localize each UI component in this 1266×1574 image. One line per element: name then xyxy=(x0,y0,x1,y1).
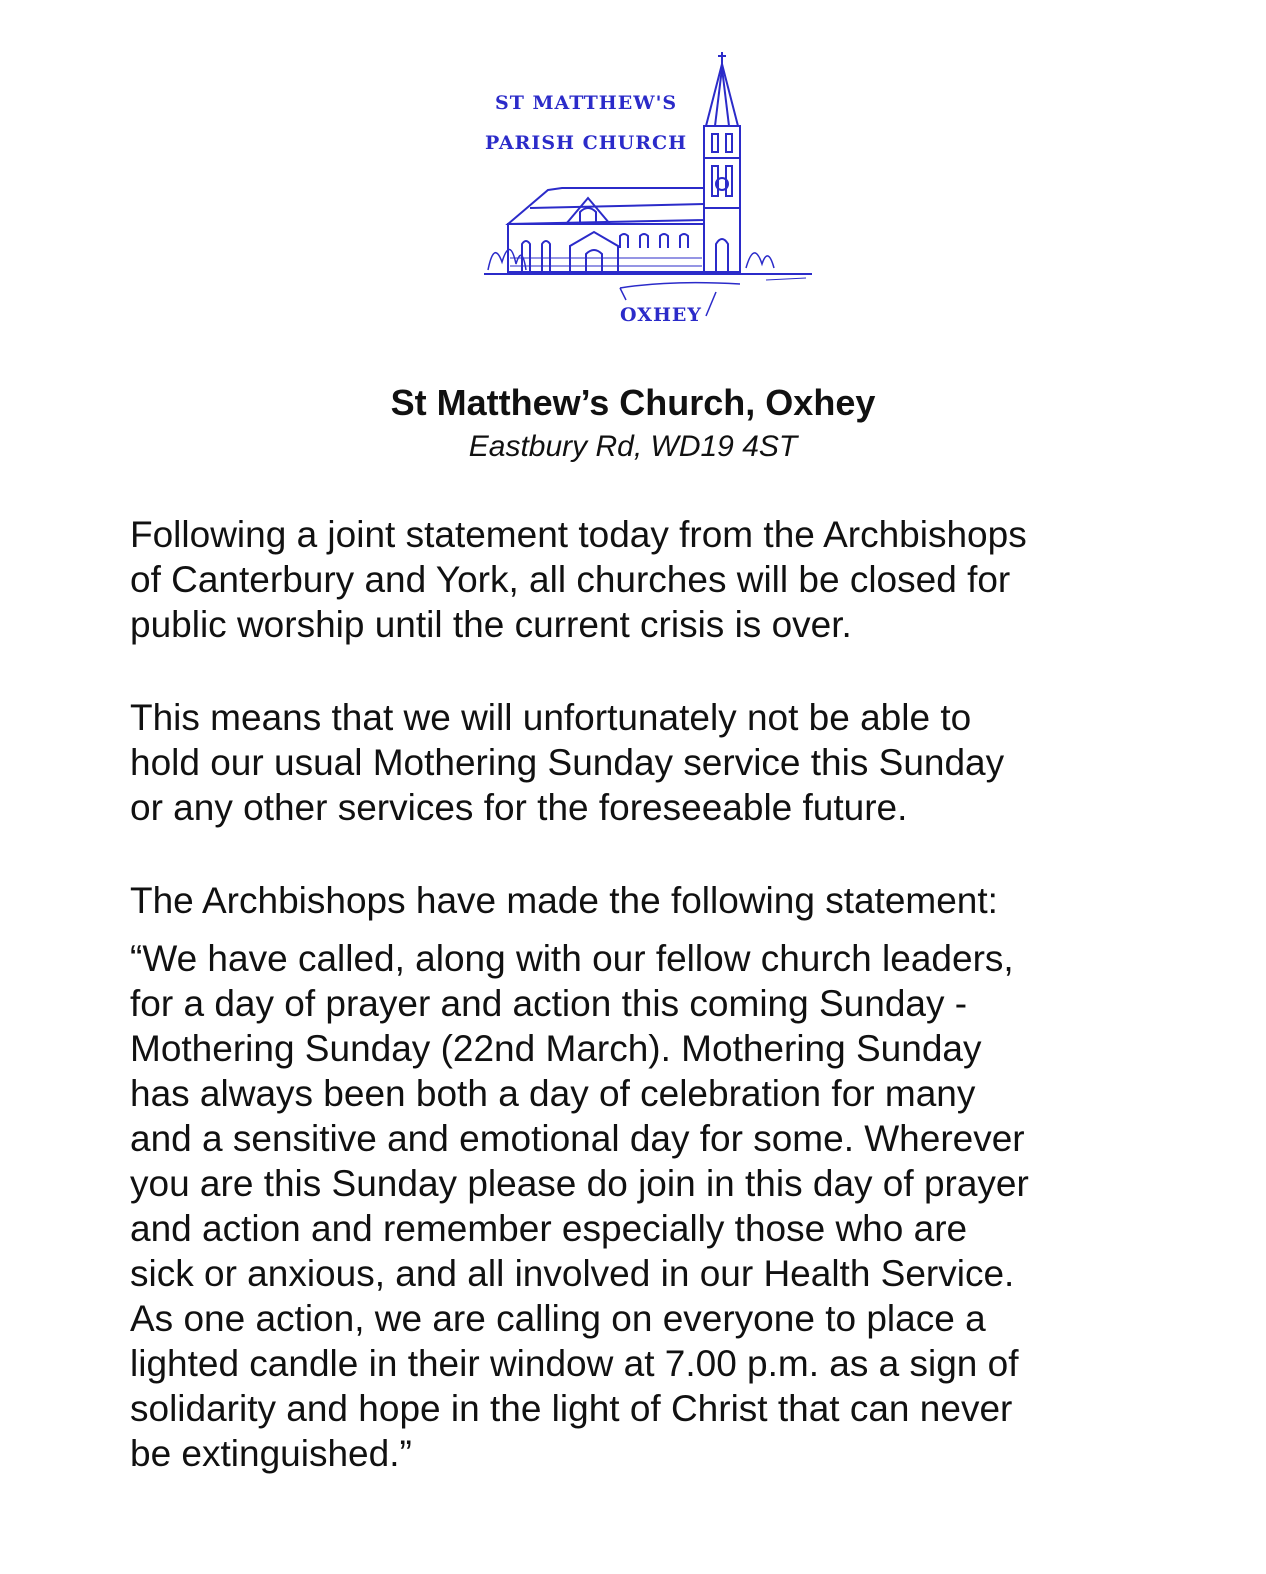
text-line: has always been both a day of celebration for many xyxy=(130,1073,976,1114)
page-title: St Matthew’s Church, Oxhey xyxy=(390,382,876,423)
text-line: and a sensitive and emotional day for some. Wherever xyxy=(130,1118,1025,1159)
logo-title-line2: PARISH CHURCH xyxy=(485,132,688,154)
text-line: Mothering Sunday (22nd March). Mothering Sunday xyxy=(130,1028,982,1069)
paragraph-service-cancellation xyxy=(130,695,1190,830)
paragraph-archbishops-quote xyxy=(130,936,1190,1476)
text-line: and action and remember especially those who are xyxy=(130,1208,968,1249)
text-line: public worship until the current crisis is over. xyxy=(130,604,852,645)
text-line: “We have called, along with our fellow church leaders, xyxy=(130,938,1014,979)
text-line: solidarity and hope in the light of Christ that can never xyxy=(130,1388,1013,1429)
text-line: for a day of prayer and action this coming Sunday - xyxy=(130,983,968,1024)
text-line: lighted candle in their window at 7.00 p.m. as a sign of xyxy=(130,1343,1019,1384)
text-line: As one action, we are calling on everyone to place a xyxy=(130,1298,986,1339)
paragraph-statement-intro xyxy=(130,878,1190,923)
text-line: be extinguished.” xyxy=(130,1433,412,1474)
church-address: Eastbury Rd, WD19 4ST xyxy=(468,430,798,463)
text-line: hold our usual Mothering Sunday service this Sunday xyxy=(130,742,1005,783)
logo-place-name: OXHEY xyxy=(620,304,702,326)
paragraph-closure-notice xyxy=(130,512,1190,647)
text-line: This means that we will unfortunately not be able to xyxy=(130,697,972,738)
text-line: Following a joint statement today from the Archbishops xyxy=(130,514,1027,555)
text-line: or any other services for the foreseeable future. xyxy=(130,787,908,828)
logo-title-line1: ST MATTHEW'S xyxy=(495,92,678,114)
text-line: The Archbishops have made the following statement: xyxy=(130,880,998,921)
church-logo xyxy=(470,48,820,338)
text-line: sick or anxious, and all involved in our Health Service. xyxy=(130,1253,1015,1294)
text-line: you are this Sunday please do join in this day of prayer xyxy=(130,1163,1029,1204)
text-line: of Canterbury and York, all churches will be closed for xyxy=(130,559,1011,600)
